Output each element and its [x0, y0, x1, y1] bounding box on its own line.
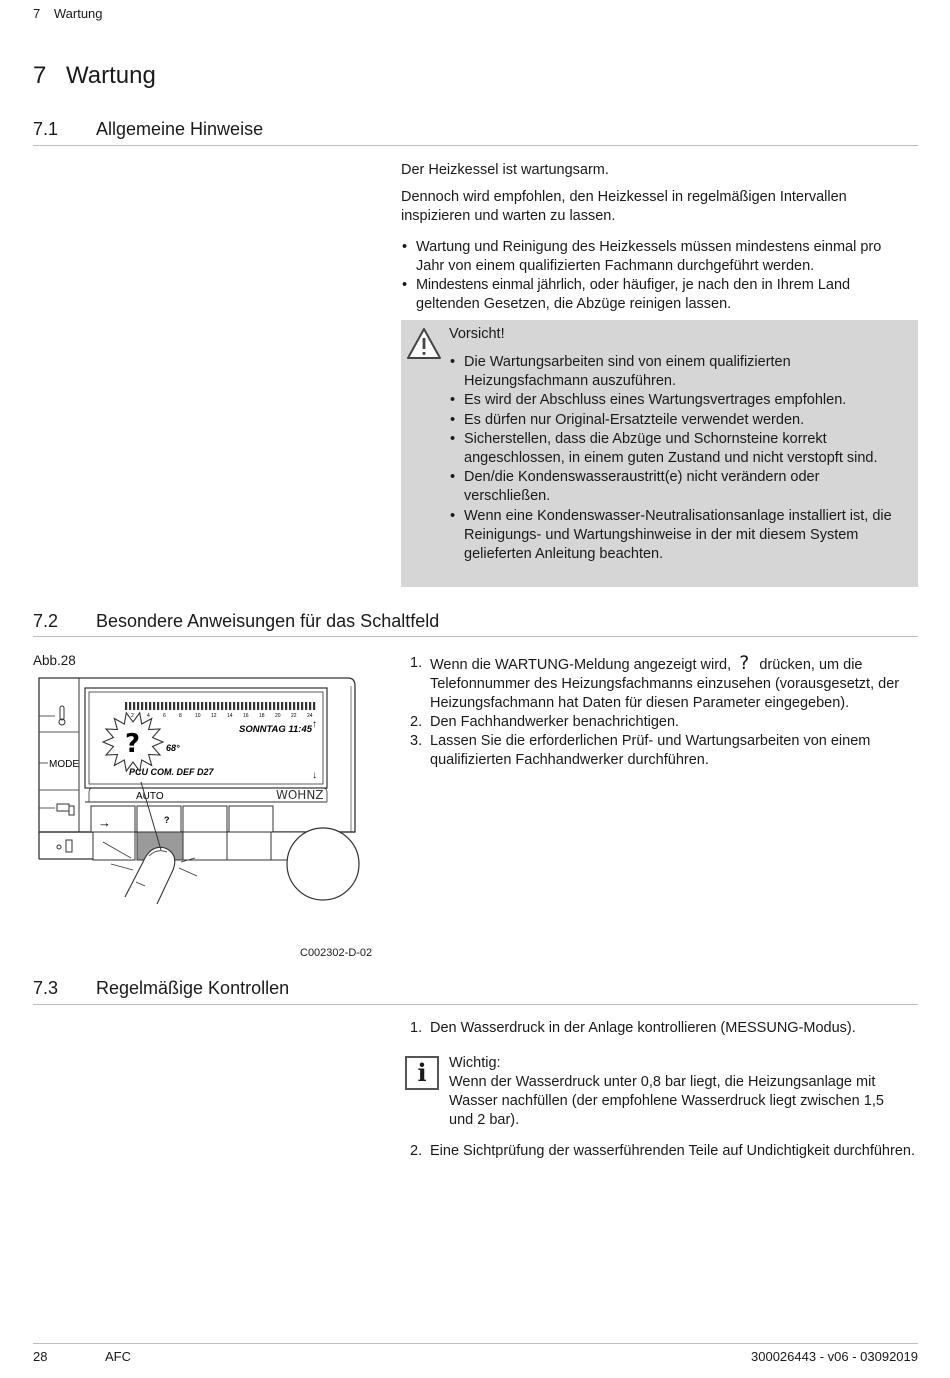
caution-title: Vorsicht! [449, 326, 505, 342]
timebar-segment [205, 702, 207, 710]
arrow-down-icon: ↓ [312, 770, 317, 781]
timebar-segment [237, 702, 239, 710]
timebar-segment [141, 702, 143, 710]
caution-item: • Es wird der Abschluss eines Wartungsvertrages empfohlen. [449, 391, 899, 410]
caution-item: • Den/die Kondenswasseraustritt(e) nicht verändern oder verschließen. [449, 468, 899, 506]
section-title: Regelmäßige Kontrollen [96, 978, 290, 998]
mode-button-label: MODE [49, 759, 79, 770]
timebar-tick-label: 16 [243, 713, 249, 719]
chapter-title [33, 62, 156, 90]
timebar-segment [181, 702, 183, 710]
timebar-tick-label: 18 [259, 713, 265, 719]
timebar-segment [245, 702, 247, 710]
timebar-tick-label: 6 [163, 713, 166, 719]
step-text: Den Fachhandwerker benachrichtigen. [430, 714, 680, 730]
timebar-segment [229, 702, 231, 710]
softkey-zone-label: WOHNZ [276, 788, 324, 802]
step-text: Lassen Sie die erforderlichen Prüf- und Wartungsarbeiten von einem qualifizierten Fachhandwerker durchführen. [430, 733, 871, 768]
timebar-segment [193, 702, 195, 710]
timebar-segment [289, 702, 291, 710]
timebar-segment [185, 702, 187, 710]
step-item [401, 1019, 916, 1038]
timebar-segment [265, 702, 267, 710]
timebar-segment [197, 702, 199, 710]
step-number: 2. [410, 1143, 423, 1159]
step-keyword: MESSUNG [725, 1020, 799, 1036]
chimney-sweep-icon [57, 840, 72, 852]
step-number: 1. [410, 655, 423, 671]
section-divider [33, 1004, 918, 1005]
list-item-text: , oder häufiger, je nach den in Ihrem Land geltenden Gesetzen, die Abzüge reinigen lassen. [416, 277, 851, 312]
timebar-segment [301, 702, 303, 710]
paragraph: Der Heizkessel ist wartungsarm. [401, 162, 609, 178]
timebar-segment [249, 702, 251, 710]
timebar-segment [177, 702, 179, 710]
section-7-1-body [401, 161, 911, 314]
display-time: SONNTAG 11:45 [239, 724, 313, 735]
softkey-2 [137, 806, 181, 832]
section-7-3-step-1 [401, 1019, 916, 1038]
arrow-right-icon: → [98, 815, 111, 830]
timebar-segment [137, 702, 139, 710]
timebar-tick-label: 2 [131, 713, 134, 719]
section-7-2-steps [401, 654, 916, 770]
step-number: 3. [410, 733, 423, 749]
caution-item: • Sicherstellen, dass die Abzüge und Schornsteine korrekt angeschlossen, in einem guten Zustand und nicht verstopft sind. [449, 430, 899, 468]
step-text: Den Wasserdruck in der Anlage kontrollieren ( [430, 1020, 726, 1036]
step-text: -Meldung angezeigt wird, [569, 657, 732, 673]
step-item [401, 1142, 916, 1161]
rotary-knob [287, 828, 359, 900]
timebar-tick-label: 4 [147, 713, 150, 719]
chapter-name: Wartung [66, 62, 156, 89]
info-icon: i [405, 1056, 439, 1090]
timebar-segment [213, 702, 215, 710]
timebar-segment [233, 702, 235, 710]
timebar-tick-label: 20 [275, 713, 281, 719]
timebar-tick-label: 12 [211, 713, 217, 719]
section-heading-7-2 [33, 611, 439, 632]
small-question-icon: ? [164, 815, 170, 825]
step-number: 1. [410, 1020, 423, 1036]
timebar-segment [201, 702, 203, 710]
question-mark-icon: ? [125, 729, 141, 759]
important-title: Wichtig: [449, 1055, 501, 1071]
running-header-chapter-num: 7 [33, 6, 41, 21]
step-item [401, 713, 916, 732]
timebar-segment [221, 702, 223, 710]
timebar-segment [169, 702, 171, 710]
figure-label: Abb.28 [33, 653, 76, 668]
section-divider [33, 145, 918, 146]
step-list [401, 654, 916, 770]
section-title: Allgemeine Hinweise [96, 119, 264, 139]
running-header [33, 6, 103, 21]
section-7-3-step-2 [401, 1142, 916, 1161]
step-number: 2. [410, 714, 423, 730]
timebar-segment [285, 702, 287, 710]
timebar-segment [313, 702, 315, 710]
control-panel-illustration [33, 672, 363, 907]
caution-item: • Wenn eine Kondenswasser-Neutralisationsanlage installiert ist, die Reinigungs- und Wartungshinweise in der mit diesem System gelieferten Anleitung beachten. [449, 507, 899, 565]
timebar-segment [153, 702, 155, 710]
section-heading-7-1 [33, 119, 263, 140]
timebar-segment [161, 702, 163, 710]
timebar-segment [273, 702, 275, 710]
timebar-segment [149, 702, 151, 710]
step-text: drücken, um die Telefonnummer des Heizungsfachmanns einzusehen (vorausgesetzt, der Heizungsfachmann hat Daten für diesen Parameter eingegeben). [430, 657, 900, 711]
display-fault-code: PCU COM. DEF D27 [129, 767, 214, 777]
list-item [401, 238, 911, 276]
timebar-segment [125, 702, 127, 710]
softkey-3 [183, 806, 227, 832]
paragraph: Dennoch wird empfohlen, den Heizkessel in regelmäßigen Intervallen inspizieren und warten zu lassen. [401, 189, 847, 224]
bullet-list [401, 238, 911, 314]
timebar-segment [257, 702, 259, 710]
step-list [401, 1142, 916, 1161]
timebar-segment [189, 702, 191, 710]
display-temp: 68° [166, 743, 180, 753]
step-text: Wenn die [430, 657, 496, 673]
section-title: Besondere Anweisungen für das Schaltfeld [96, 611, 440, 631]
section-number: 7.3 [33, 978, 59, 998]
caution-box [401, 320, 918, 587]
step-text: Eine Sichtprüfung der wasserführenden Teile auf Undichtigkeit durchführen. [430, 1143, 915, 1159]
softkey-4 [229, 806, 273, 832]
running-header-chapter-name: Wartung [53, 6, 103, 21]
step-item [401, 732, 916, 770]
timebar-segment [217, 702, 219, 710]
softkey-auto-label: AUTO [136, 791, 164, 802]
help-question-icon: ? [739, 652, 750, 674]
caution-item: • Es dürfen nur Original-Ersatzteile verwendet werden. [449, 411, 899, 430]
section-divider [33, 636, 918, 637]
timebar-segment [225, 702, 227, 710]
footer-product: AFC [105, 1349, 131, 1364]
list-item [401, 276, 911, 314]
footer-divider [33, 1343, 918, 1344]
timebar-segment [281, 702, 283, 710]
section-number: 7.1 [33, 119, 59, 139]
step-keyword: WARTUNG [495, 657, 570, 673]
section-number: 7.2 [33, 611, 59, 631]
timebar-segment [145, 702, 147, 710]
step-text: -Modus). [798, 1020, 856, 1036]
timebar-tick-label: 24 [307, 713, 313, 719]
timebar-segment [157, 702, 159, 710]
timebar-tick-label: 10 [195, 713, 201, 719]
timebar-segment [269, 702, 271, 710]
footer-page-number: 28 [33, 1349, 48, 1364]
important-text: Wenn der Wasserdruck unter 0,8 bar liegt, die Heizungsanlage mit Wasser nachfüllen (der empfohlene Wasserdruck liegt zwischen 1,5 und 2 bar). [449, 1074, 884, 1128]
step-list [401, 1019, 916, 1038]
timebar-segment [293, 702, 295, 710]
timebar-segment [173, 702, 175, 710]
timebar-tick-label: 22 [291, 713, 297, 719]
figure-code: C002302-D-02 [300, 947, 373, 959]
caution-item: • Die Wartungsarbeiten sind von einem qualifizierten Heizungsfachmann auszuführen. [449, 353, 899, 391]
important-note [449, 1054, 899, 1130]
chapter-number: 7 [33, 62, 47, 89]
warning-triangle-icon [406, 327, 442, 360]
section-heading-7-3 [33, 978, 289, 999]
timebar-tick-label: 14 [227, 713, 233, 719]
timebar-segment [129, 702, 131, 710]
timebar-segment [261, 702, 263, 710]
timebar-segment [165, 702, 167, 710]
timebar-segment [277, 702, 279, 710]
footer-document-reference: 300026443 - v06 - 03092019 [751, 1349, 918, 1364]
timebar-segment [241, 702, 243, 710]
timebar-segment [209, 702, 211, 710]
timebar-segment [305, 702, 307, 710]
timebar-segment [309, 702, 311, 710]
arrow-up-icon: ↑ [312, 719, 317, 730]
step-item [401, 654, 916, 713]
timebar-segment [253, 702, 255, 710]
list-item-text: Wartung und Reinigung des Heizkessels müssen mindestens einmal pro Jahr von einem qualifizierten Fachmann durchgeführt werden. [416, 239, 882, 274]
timebar-segment [133, 702, 135, 710]
caution-list [449, 353, 899, 564]
timebar-segment [297, 702, 299, 710]
list-item-emphasis: Mindestens einmal jährlich [416, 277, 582, 293]
timebar-tick-label: 8 [179, 713, 182, 719]
